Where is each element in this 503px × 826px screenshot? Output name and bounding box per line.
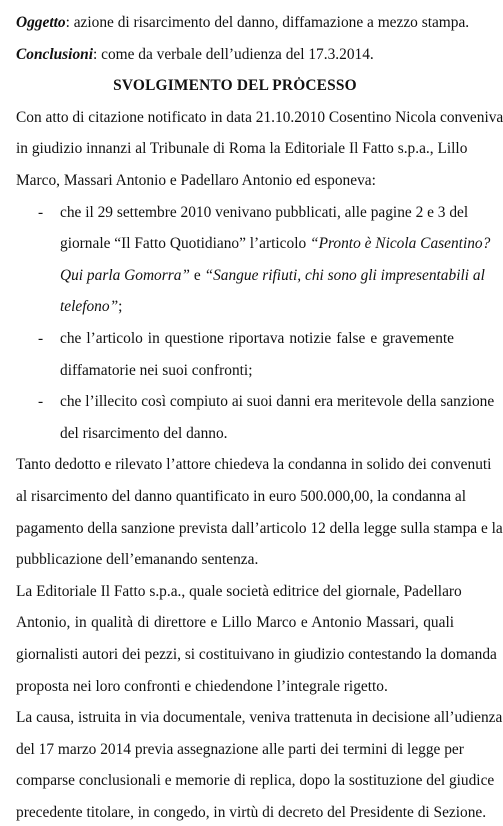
para2-line-2: al risarcimento del danno quantificato in euro 500.000,00, la condanna al	[16, 488, 467, 505]
bullet-1-text-2: giornale “Il Fatto Quotidiano” l’articolo	[60, 235, 311, 253]
bullet-1-conjunction: e	[190, 266, 205, 284]
para3-line-2: Antonio, in qualità di direttore e Lillo Marco e Antonio Massari, quali	[16, 614, 454, 632]
para3-line-1: La Editoriale Il Fatto s.p.a., quale società editrice del giornale, Padellaro	[16, 582, 462, 600]
oggetto-text: : azione di risarcimento del danno, diffamazione a mezzo stampa.	[65, 14, 470, 31]
para3-line-3: giornalisti autori dei pezzi, si costituivano in giudizio contestando la domanda	[16, 646, 497, 663]
para2-line-4: pubblicazione dell’emanando sentenza.	[16, 551, 259, 569]
para4-line-1: La causa, istruita in via documentale, veniva trattenuta in decisione all’udienza	[16, 709, 503, 727]
oggetto-label: Oggetto	[16, 14, 66, 31]
bullet-3-text-1: che l’illecito così compiuto ai suoi danni era meritevole della sanzione	[60, 393, 495, 411]
para4-line-2: del 17 marzo 2014 previa assegnazione alle parti dei termini di legge per	[16, 740, 464, 758]
bullet-3-line-2: del risarcimento del danno.	[60, 424, 228, 442]
intro-line-3: Marco, Massari Antonio e Padellaro Antonio ed esponeva:	[16, 172, 376, 189]
oggetto-line	[16, 14, 470, 32]
article-title-1-part-2: Qui parla Gomorra”	[60, 266, 190, 284]
para4-line-4: precedente titolare, in congedo, in virtù di decreto del Presidente di Sezione.	[16, 804, 487, 821]
para4-line-3: comparse conclusionali e memorie di replica, dopo la sostituzione del giudice	[16, 772, 495, 790]
article-title-1-part-1: “Pronto è Nicola Casentino?	[310, 235, 491, 253]
conclusioni-line	[16, 46, 470, 64]
bullet-2-text-1: che l’articolo in questione riportava notizie false e gravemente	[60, 330, 454, 347]
bullet-1-line-4	[60, 298, 470, 316]
section-heading: SVOLGIMENTO DEL PROCESSO	[113, 77, 357, 95]
para2-line-3: pagamento della sanzione prevista dall’articolo 12 della legge sulla stampa e la	[16, 519, 503, 537]
bullet-1-line-3	[60, 266, 485, 285]
article-title-2-part-1: “Sangue rifiuti, chi sono gli impresentabili al	[204, 266, 485, 284]
para3-line-4: proposta nei loro confronti e chiedendone l’integrale rigetto.	[16, 677, 388, 695]
bullet-2-line-2: diffamatorie nei suoi confronti;	[60, 361, 253, 379]
bullet-dash: -	[38, 393, 44, 411]
intro-line-2: in giudizio innanzi al Tribunale di Roma la Editoriale Il Fatto s.p.a., Lillo	[16, 140, 468, 158]
conclusioni-text: : come da verbale dell’udienza del 17.3.2014.	[92, 45, 374, 63]
intro-line-1: Con atto di citazione notificato in data 21.10.2010 Cosentino Nicola conveniva	[16, 108, 503, 126]
bullet-dash: -	[38, 330, 44, 347]
bullet-1-line-2	[60, 235, 491, 253]
para2-line-1: Tanto dedotto e rilevato l’attore chiedeva la condanna in solido dei convenuti	[16, 456, 492, 474]
article-title-2-part-2: telefono”	[60, 298, 119, 316]
bullet-1-text-1: che il 29 settembre 2010 venivano pubblicati, alle pagine 2 e 3 del	[60, 203, 469, 221]
bullet-dash: -	[38, 203, 44, 221]
conclusioni-label: Conclusioni	[16, 45, 93, 63]
bullet-1-end: ;	[118, 298, 123, 316]
